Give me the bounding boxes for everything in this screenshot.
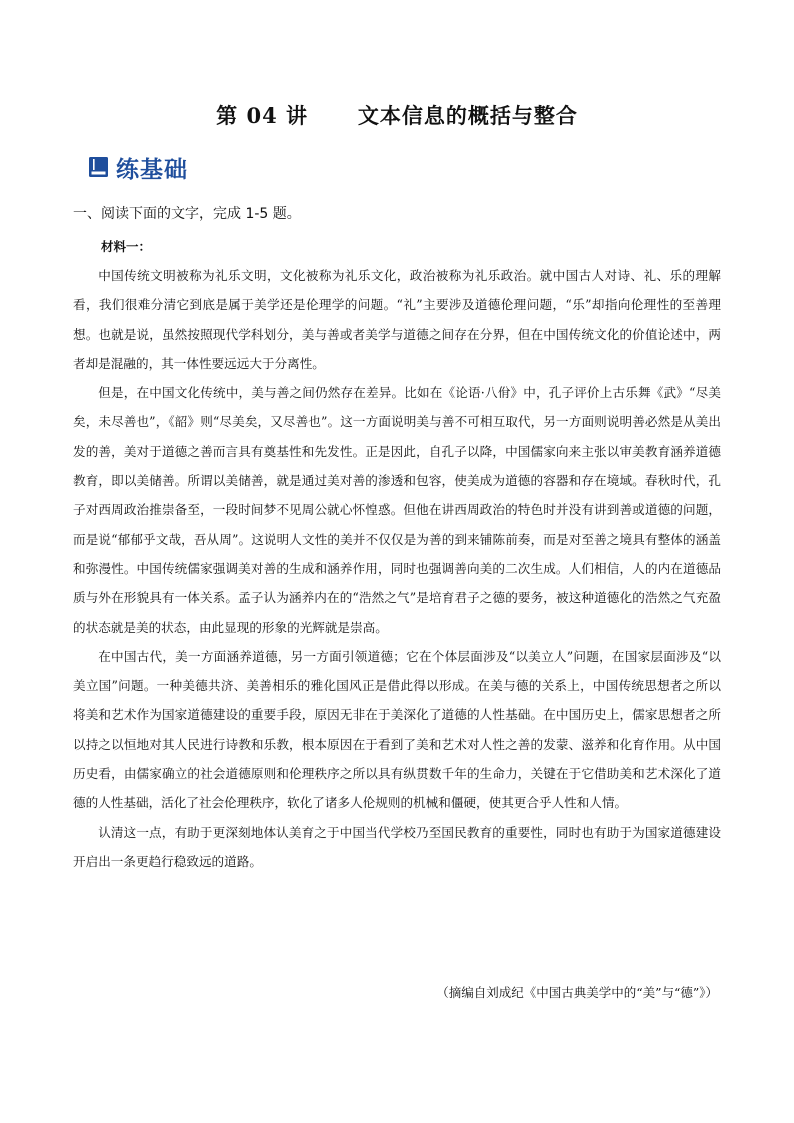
source-citation: （摘编自刘成纪《中国古典美学中的“美”与“德”》） xyxy=(436,985,718,1000)
paragraph: 中国传统文明被称为礼乐文明，文化被称为礼乐文化，政治被称为礼乐政治。就中国古人对诗、礼、乐的理解看，我们很难分清它到底是属于美学还是伦理学的问题。“礼”主要涉及道德伦理问题，“乐”却指向伦理性的至善理想。也就是说，虽然按照现代学科划分，美与善或者美学与道德之间存在分界，但在中国传统文化的价值论述中，两者却是混融的，其一体性要远远大于分离性。 xyxy=(73,268,721,371)
section-heading xyxy=(88,150,188,184)
book-icon xyxy=(88,156,110,178)
article-body xyxy=(73,261,721,876)
paragraph: 在中国古代，美一方面涵养道德，另一方面引领道德；它在个体层面涉及“以美立人”问题，在国家层面涉及“以美立国”问题。一种美德共济、美善相乐的雅化国风正是借此得以形成。在美与德的关系上，中国传统思想者之所以将美和艺术作为国家道德建设的重要手段，原因无非在于美深化了道德的人性基础。在中国历史上，儒家思想者之所以持之以恒地对其人民进行诗教和乐教，根本原因在于看到了美和艺术对人性之善的发蒙、滋养和化育作用。从中国历史看，由儒家确立的社会道德原则和伦理秩序之所以具有纵贯数千年的生命力，关键在于它借助美和艺术深化了道德的人性基础，活化了社会伦理秩序，软化了诸多人伦规则的机械和僵硬，使其更合乎人性和人情。 xyxy=(73,648,721,811)
paragraph: 但是，在中国文化传统中，美与善之间仍然存在差异。比如在《论语·八佾》中，孔子评价上古乐舞《武》“尽美矣，未尽善也”，《韶》则“尽美矣，又尽善也”。这一方面说明美与善不可相互取代，另一方面则说明善必然是从美出发的善，美对于道德之善而言具有奠基性和先发性。正是因此，自孔子以降，中国儒家向来主张以审美教育涵养道德教育，即以美储善。所谓以美储善，就是通过美对善的渗透和包容，使美成为道德的容器和存在境域。春秋时代，孔子对西周政治推崇备至，一段时间梦不见周公就心怀惶惑。但他在讲西周政治的特色时并没有讲到善或道德的问题，而是说“郁郁乎文哉，吾从周”。这说明人文性的美并不仅仅是为善的到来铺陈前奏，而是对至善之境具有整体的涵盖和弥漫性。中国传统儒家强调美对善的生成和涵养作用，同时也强调善向美的二次生成。人们相信，人的内在道德品质与外在形貌具有一体关系。孟子认为涵养内在的“浩然之气”是培育君子之德的要务，被这种道德化的浩然之气充盈的状态就是美的状态，由此显现的形象的光辉就是崇高。 xyxy=(73,385,721,635)
section-label: 练基础 xyxy=(116,156,188,183)
page-title: 第 04 讲 文本信息的概括与整合 xyxy=(216,103,578,128)
material-label: 材料一： xyxy=(101,239,152,254)
paragraph: 认清这一点，有助于更深刻地体认美育之于中国当代学校乃至国民教育的重要性，同时也有助于为国家道德建设开启出一条更趋行稳致远的道路。 xyxy=(73,824,721,869)
question-instruction: 一、阅读下面的文字，完成 1-5 题。 xyxy=(73,206,301,222)
